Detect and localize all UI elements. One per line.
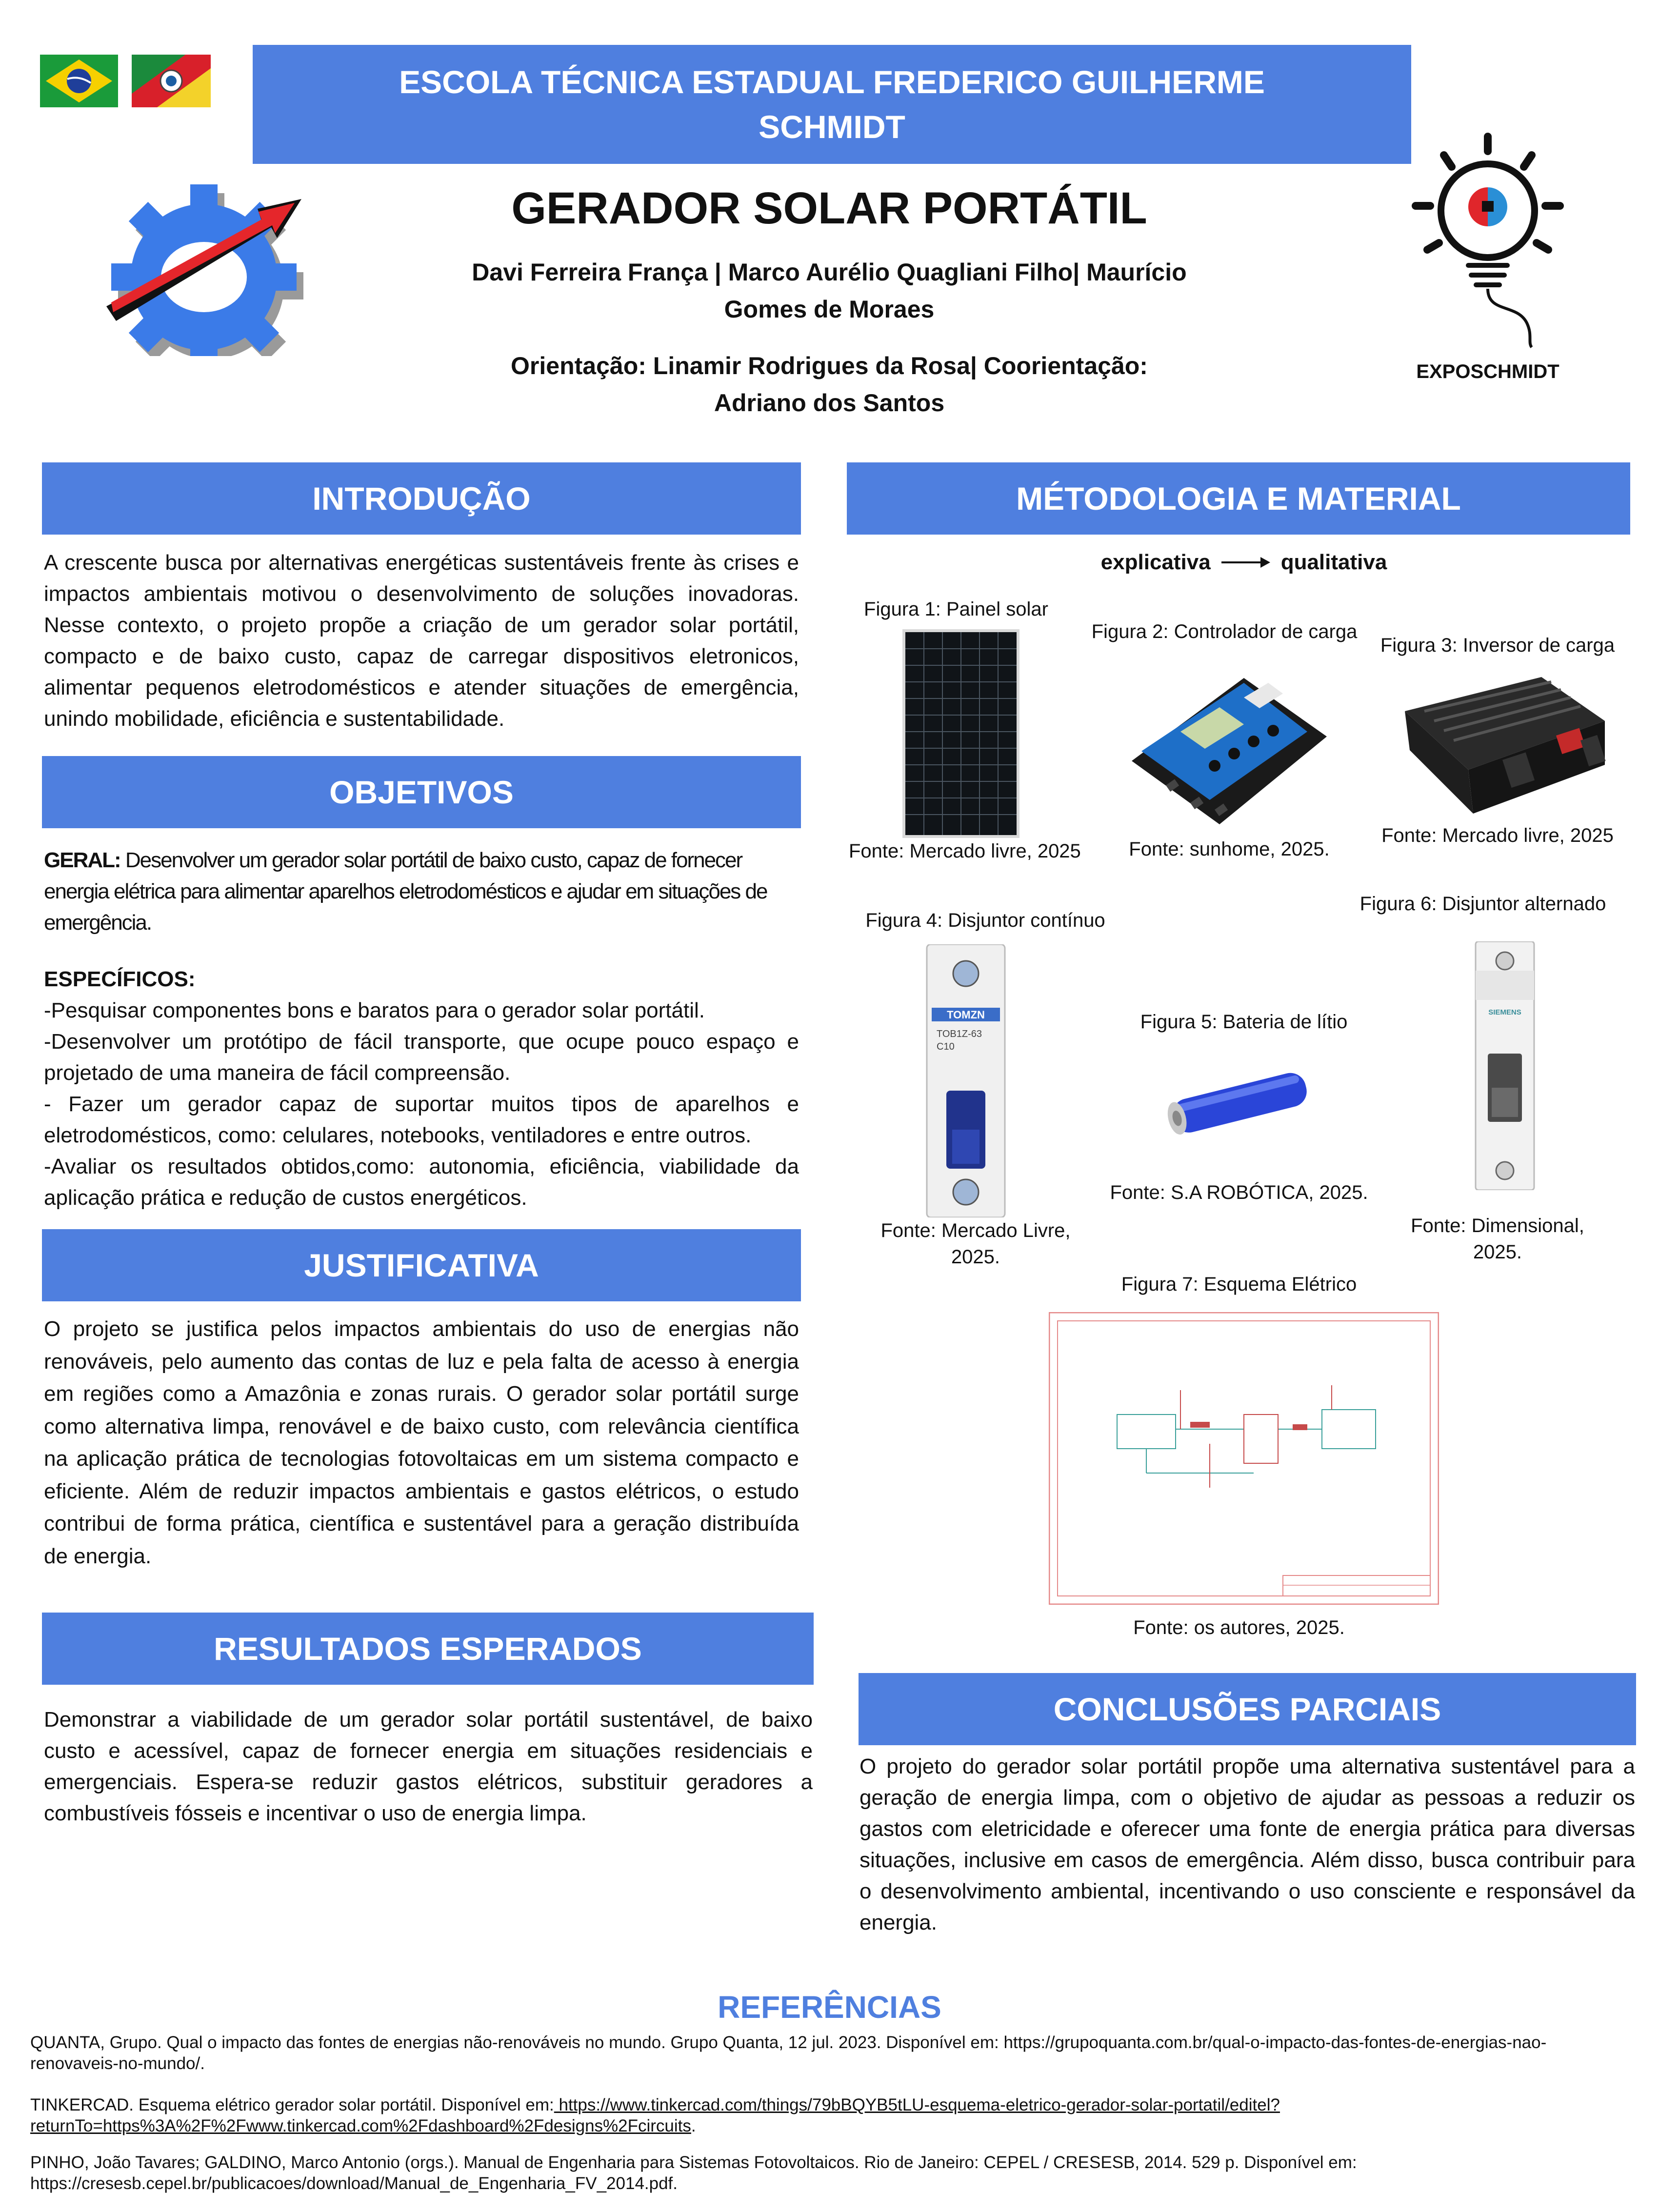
justificativa-text: O projeto se justifica pelos impactos ambientais do uso de energias não renováveis, pelo aumento das contas de luz e pela falta de acesso à energia em regiões como a Amazônia e zonas rurais. O gerador solar portátil surge como alternativa limpa, renovável e de baixo custo, com relevância científica na aplicação prática de tecnologias fotovoltaicas em um sistema compacto e eficiente. Além de reduzir impactos ambientais e gastos elétricos, o estudo contribui de forma prática, científica e sustentável para a geração distribuída de energia. <box>44 1317 799 1568</box>
reference-link[interactable]: https://www.tinkercad.com/things/79bBQYB5tLU-esquema-eletrico-gerador-solar-portatil/editel?returnTo=https%3A%2F%2Fwww.tinkercad.com%2Fdashboard%2Fdesigns%2Fcircuits <box>30 2095 1280 2135</box>
objetivos-geral <box>44 845 799 938</box>
fig1-source: Fonte: Mercado livre, 2025 <box>849 840 1081 862</box>
conclusoes-text: O projeto do gerador solar portátil propõe uma alternativa sustentável para a geração de energia limpa, com o objetivo de ajudar as pessoas a reduzir os gastos com eletricidade e oferecer uma fonte de energia prática para diversas situações, inclusive em casos de emergência. Além disso, busca contribuir para o desenvolvimento ambiental, incentivando o uso consciente e responsável da energia. <box>859 1754 1635 1934</box>
rio-grande-do-sul-flag-icon <box>132 55 211 107</box>
authors <box>302 254 1356 328</box>
electrical-schematic-image <box>1049 1312 1439 1605</box>
ac-breaker-brand: SIEMENS <box>1488 1008 1521 1016</box>
dc-breaker-brand: TOMZN <box>947 1009 985 1021</box>
school-name-line2: SCHMIDT <box>759 109 905 145</box>
authors-line2: Gomes de Moraes <box>724 296 935 323</box>
metodologia-header: MÉTODOLOGIA E MATERIAL <box>847 462 1630 535</box>
inverter-image <box>1395 667 1610 814</box>
reference-item: QUANTA, Grupo. Qual o impacto das fontes de energias não-renováveis no mundo. Grupo Quanta, 12 jul. 2023. Disponível em: https://grupoquanta.com.br/qual-o-impacto-das-fontes-de-energias-nao-renovaveis-no-mundo/. <box>30 2033 1547 2073</box>
school-header <box>253 45 1411 164</box>
reference-item: PINHO, João Tavares; GALDINO, Marco Antonio (orgs.). Manual de Engenharia para Sistemas Fotovoltaicos. Rio de Janeiro: CEPEL / CRESESB, 2014. 529 p. Disponível em: https://cresesb.cepel.br/publicacoes/download/Manual_de_Engenharia_FV_2014.pdf. <box>30 2153 1357 2193</box>
fig2-source: Fonte: sunhome, 2025. <box>1129 838 1330 860</box>
charge-controller-image <box>1122 663 1332 834</box>
lithium-battery-image <box>1156 1061 1322 1139</box>
fig6-source-line1: Fonte: Dimensional, <box>1411 1215 1584 1236</box>
resultados-text: Demonstrar a viabilidade de um gerador solar portátil sustentável, de baixo custo e acessível, capaz de fornecer energia em situações residenciais e emergenciais. Espera-se reduzir gastos elétricos, substituir geradores a combustíveis fósseis e incentivar o uso de energia limpa. <box>44 1708 813 1825</box>
ac-breaker-image <box>1473 941 1537 1190</box>
fig6-source <box>1390 1213 1605 1265</box>
exposchmidt-label: EXPOSCHMIDT <box>1416 361 1559 382</box>
fig7-caption: Figura 7: Esquema Elétrico <box>1121 1274 1357 1295</box>
especifico-item: - Fazer um gerador capaz de suportar muitos tipos de aparelhos e eletrodomésticos, como: celulares, notebooks, ventiladores e entre outros. <box>44 1092 799 1147</box>
fig3-caption: Figura 3: Inversor de carga <box>1380 635 1615 656</box>
fig3-source: Fonte: Mercado livre, 2025 <box>1381 825 1614 846</box>
reference-end: . <box>691 2116 696 2135</box>
fig7-source: Fonte: os autores, 2025. <box>1133 1617 1345 1638</box>
introducao-header: INTRODUÇÃO <box>42 462 801 535</box>
fig4-source-line2: 2025. <box>951 1246 1000 1268</box>
advisors-line2: Adriano dos Santos <box>714 389 945 417</box>
dc-breaker-rating: C10 <box>937 1041 955 1052</box>
fig6-caption: Figura 6: Disjuntor alternado <box>1359 893 1606 915</box>
fig6-source-line2: 2025. <box>1473 1241 1522 1263</box>
fig2-caption: Figura 2: Controlador de carga <box>1091 621 1358 642</box>
research-type-to: qualitativa <box>1280 550 1387 574</box>
reference-item <box>30 2094 1611 2136</box>
research-type <box>976 550 1512 575</box>
fig1-caption: Figura 1: Painel solar <box>864 598 1048 620</box>
research-type-from: explicativa <box>1100 550 1211 574</box>
arrow-right-icon <box>1221 555 1270 570</box>
geral-label: GERAL: <box>44 848 120 872</box>
objetivos-especificos <box>44 964 799 1214</box>
fig4-caption: Figura 4: Disjuntor contínuo <box>865 910 1105 931</box>
school-name-line1: ESCOLA TÉCNICA ESTADUAL FREDERICO GUILHERME <box>399 64 1265 100</box>
brazil-flag-icon <box>40 55 118 107</box>
dc-breaker-model: TOB1Z-63 <box>937 1029 982 1039</box>
referencias-title: REFERÊNCIAS <box>718 1990 941 2025</box>
poster-title: GERADOR SOLAR PORTÁTIL <box>511 183 1147 233</box>
justificativa-header: JUSTIFICATIVA <box>42 1229 801 1301</box>
resultados-header: RESULTADOS ESPERADOS <box>42 1613 814 1685</box>
especifico-item: -Avaliar os resultados obtidos,como: autonomia, eficiência, viabilidade da aplicação prática e redução de custos energéticos. <box>44 1155 799 1210</box>
authors-line1: Davi Ferreira França | Marco Aurélio Quagliani Filho| Maurício <box>472 259 1187 286</box>
solar-panel-image <box>902 629 1019 838</box>
fig5-source: Fonte: S.A ROBÓTICA, 2025. <box>1110 1182 1368 1203</box>
advisors <box>302 347 1356 421</box>
especifico-item: -Pesquisar componentes bons e baratos para o gerador solar portátil. <box>44 998 705 1022</box>
reference-text: TINKERCAD. Esquema elétrico gerador solar portátil. Disponível em: <box>30 2095 554 2114</box>
especifico-item: -Desenvolver um protótipo de fácil transporte, que ocupe pouco espaço e projetado de uma maneira de fácil compreensão. <box>44 1030 799 1085</box>
exposchmidt-bulb-logo-icon <box>1405 128 1571 362</box>
school-gear-logo-icon <box>78 176 322 356</box>
geral-text: Desenvolver um gerador solar portátil de baixo custo, capaz de fornecer energia elétrica para alimentar aparelhos eletrodomésticos e ajudar em situações de emergência. <box>44 848 767 935</box>
advisors-line1: Orientação: Linamir Rodrigues da Rosa| Coorientação: <box>511 352 1148 379</box>
fig4-source <box>859 1217 1093 1270</box>
dc-breaker-image <box>922 944 1010 1217</box>
fig5-caption: Figura 5: Bateria de lítio <box>1140 1011 1348 1033</box>
introducao-text: A crescente busca por alternativas energéticas sustentáveis frente às crises e impactos ambientais motivou o desenvolvimento de soluções inovadoras. Nesse contexto, o projeto propõe a criação de um gerador solar portátil, compacto e de baixo custo, capaz de carregar dispositivos eletronicos, alimentar pequenos eletrodomésticos e atender situações de emergência, unindo mobilidade, eficiência e sustentabilidade. <box>44 551 799 731</box>
objetivos-header: OBJETIVOS <box>42 756 801 828</box>
fig4-source-line1: Fonte: Mercado Livre, <box>880 1220 1071 1241</box>
conclusoes-header: CONCLUSÕES PARCIAIS <box>859 1673 1636 1745</box>
especificos-label: ESPECÍFICOS: <box>44 967 196 991</box>
